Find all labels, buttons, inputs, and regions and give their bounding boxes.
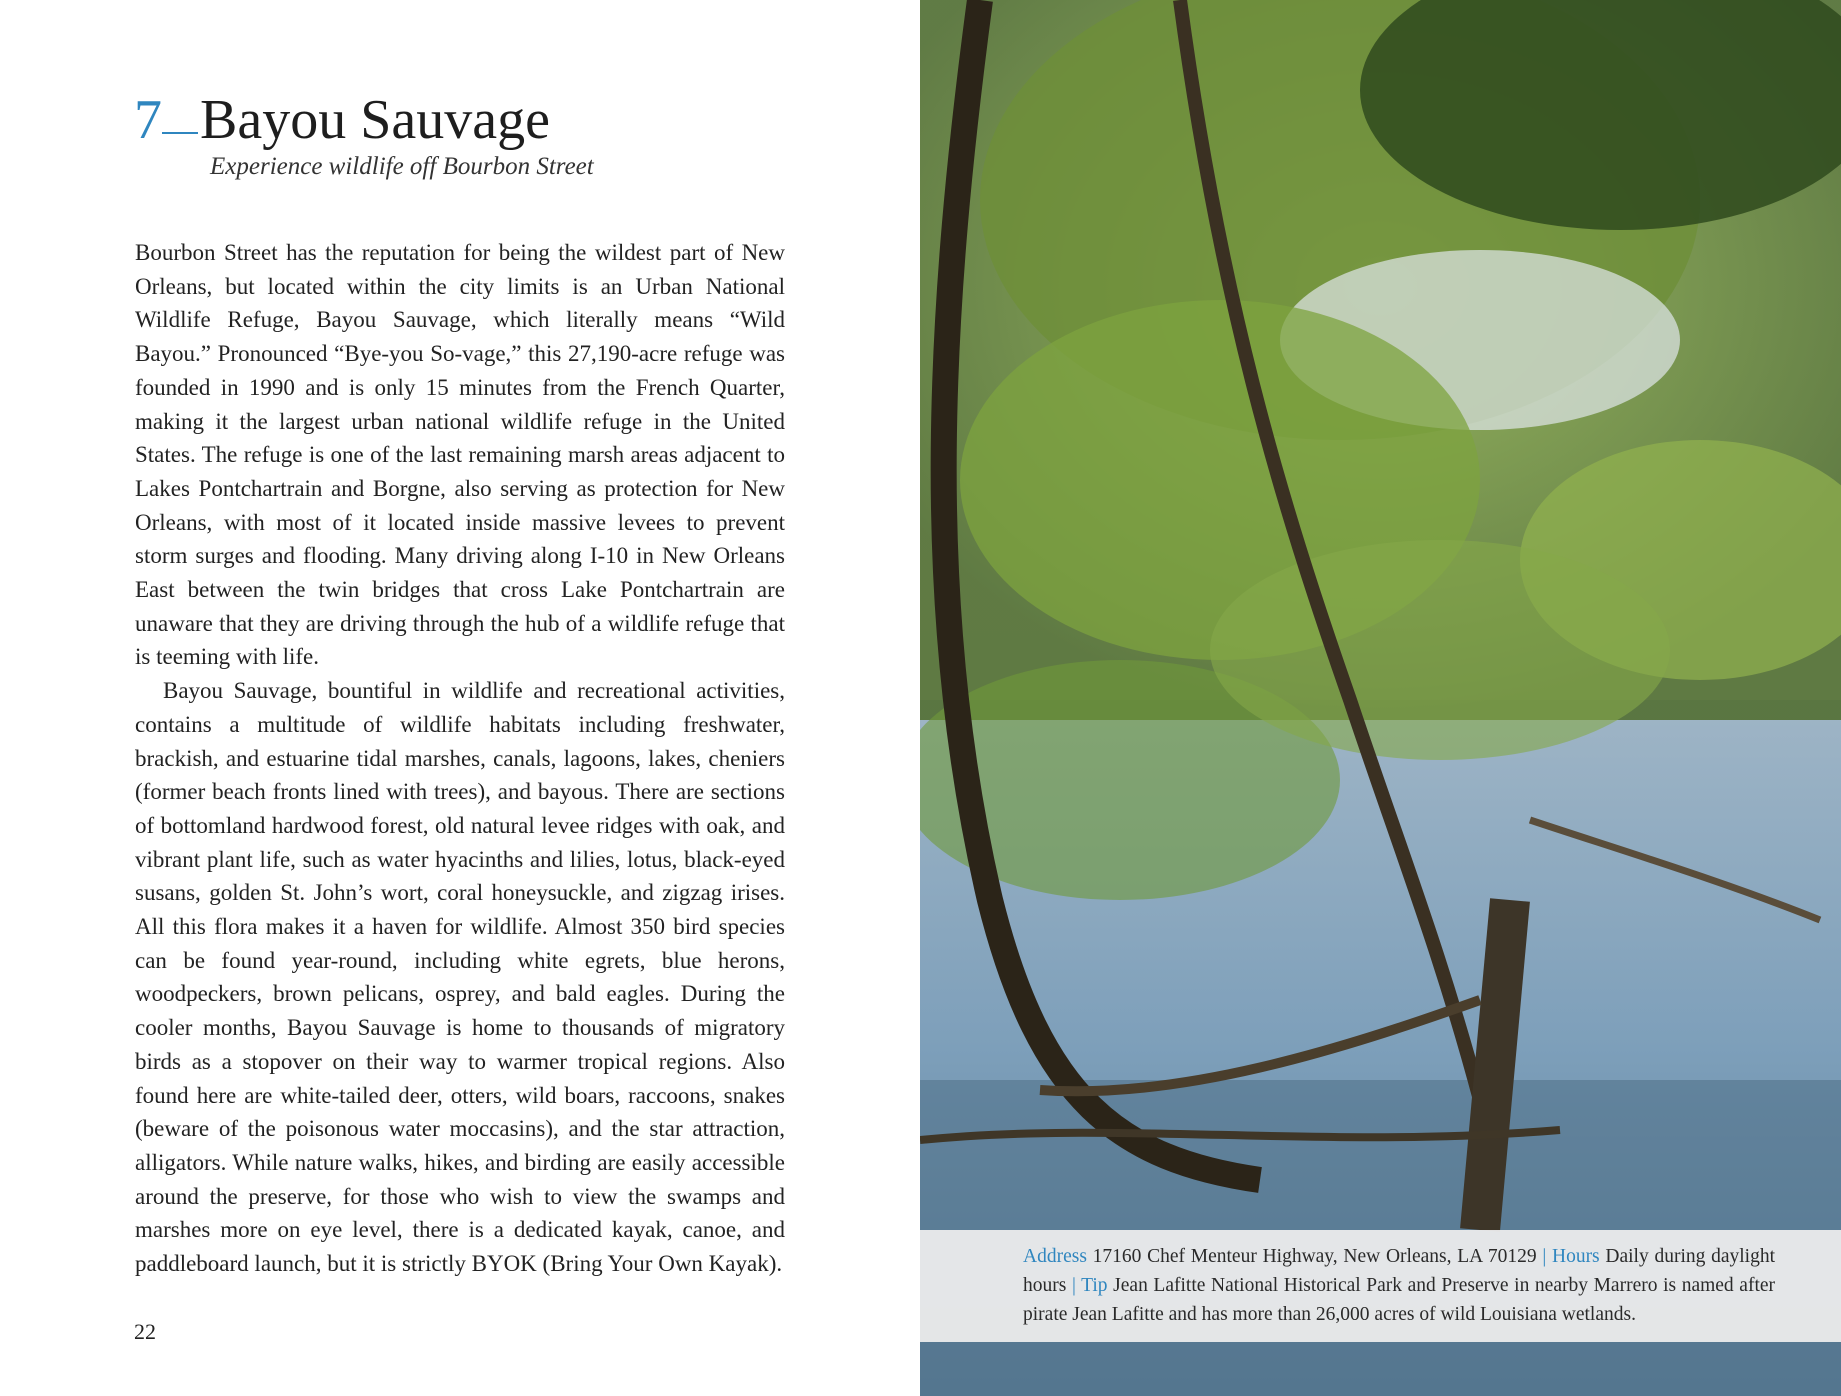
paragraph-1: Bourbon Street has the reputation for being the wildest part of New Orleans, but located within the city limits is an Urban National Wildlife Refuge, Bayou Sauvage, which literally means “Wild Bayou.” Pronounced “Bye-you So-vage,” this 27,190-acre refuge was founded in 1990 and is only 15 minutes from the French Quarter, making it the largest urban national wildlife refuge in the United States. The refuge is one of the last remaining marsh areas adjacent to Lakes Pontchartrain and Borgne, also serving as protection for New Orleans, with most of it located inside massive levees to prevent storm surges and flooding. Many driving along I-10 in New Orleans East between the twin bridges that cross Lake Pontchartrain are unaware that they are driving through the hub of a wildlife refuge that is teeming with life. xyxy=(135,240,785,670)
chapter-subtitle: Experience wildlife off Bourbon Street xyxy=(210,153,594,180)
chapter-heading xyxy=(134,88,550,152)
address-value: 17160 Chef Menteur Highway, New Orleans, LA 70129 xyxy=(1092,1246,1537,1267)
tip-label: Tip xyxy=(1081,1275,1108,1296)
chapter-rule xyxy=(162,132,198,134)
separator-2: | xyxy=(1071,1275,1076,1296)
chapter-title: Bayou Sauvage xyxy=(200,89,550,151)
hours-value: Daily during daylight hours xyxy=(1023,1246,1775,1296)
left-page xyxy=(0,0,920,1396)
hours-label: Hours xyxy=(1551,1246,1600,1267)
chapter-number: 7 xyxy=(134,89,162,151)
address-label: Address xyxy=(1023,1246,1087,1267)
info-caption xyxy=(920,1230,1841,1342)
caption-text xyxy=(1023,1242,1775,1329)
tip-value: Jean Lafitte National Historical Park and Preserve in nearby Marrero is named after pirate Jean Lafitte and has more than 26,000 acres of wild Louisiana wetlands. xyxy=(1023,1275,1776,1325)
separator-1: | xyxy=(1542,1246,1547,1267)
paragraph-2: Bayou Sauvage, bountiful in wildlife and recreational activities, contains a multitude of wildlife habitats including freshwater, brackish, and estuarine tidal marshes, canals, lagoons, lakes, cheniers (former beach fronts lined with trees), and bayous. There are sections of bottomland hardwood forest, old natural levee ridges with oak, and vibrant plant life, such as water hyacinths and lilies, lotus, black-eyed susans, golden St. John’s wort, coral honeysuckle, and zigzag irises. All this flora makes it a haven for wildlife. Almost 350 bird species can be found year-round, including white egrets, blue herons, woodpeckers, brown pelicans, osprey, and bald eagles. During the cooler months, Bayou Sauvage is home to thousands of migratory birds as a stopover on their way to warmer tropical regions. Also found here are white-tailed deer, otters, wild boars, raccoons, snakes (beware of the poisonous water moccasins), and the star attraction, alligators. While nature walks, hikes, and birding are easily accessible around the preserve, for those who wish to view the swamps and marshes more on eye level, there is a dedicated kayak, canoe, and paddleboard launch, but it is strictly BYOK (Bring Your Own Kayak). xyxy=(135,678,785,1277)
body-text xyxy=(135,236,785,1281)
bayou-photo xyxy=(920,0,1841,1396)
page-number: 22 xyxy=(134,1319,156,1344)
